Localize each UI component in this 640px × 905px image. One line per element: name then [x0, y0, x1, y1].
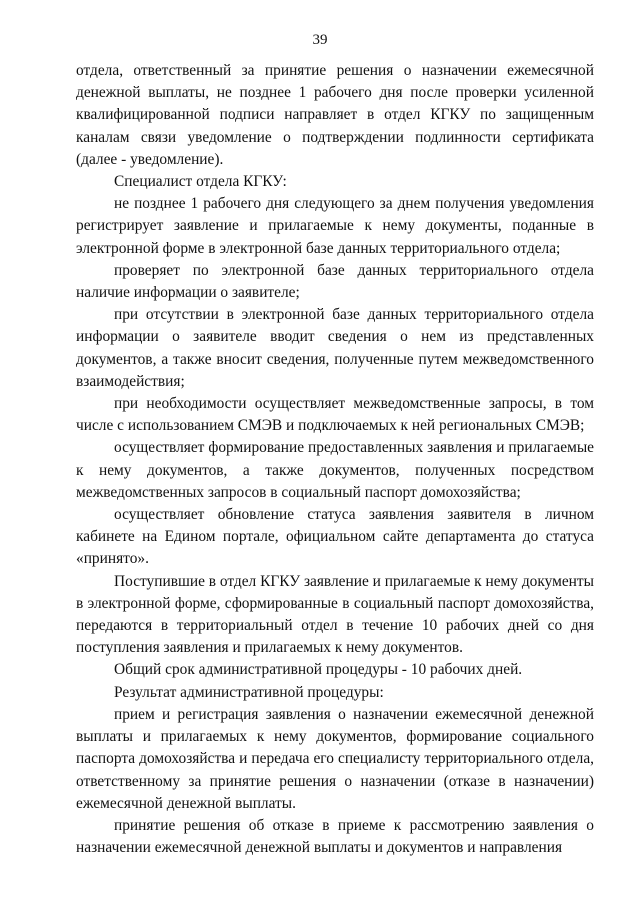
- paragraph: принятие решения об отказе в приеме к рассмотрению заявления о назначении ежемесячной денежной выплаты и документов и направления: [76, 816, 594, 857]
- paragraph: проверяет по электронной базе данных территориального отдела наличие информации о заявителе;: [76, 261, 594, 302]
- paragraph: при отсутствии в электронной базе данных территориального отдела информации о заявителе вводит сведения о нем из представленных документов, а также вносит сведения, полученные путем межведомственного взаимодействия;: [76, 306, 594, 390]
- paragraph: Результат административной процедуры:: [114, 683, 384, 701]
- paragraph: не позднее 1 рабочего дня следующего за днем получения уведомления регистрирует заявление и прилагаемые к нему документы, поданные в электронной форме в электронной базе данных территориального отдела;: [76, 195, 594, 257]
- document-body: [76, 60, 594, 859]
- page-number: 39: [312, 32, 328, 48]
- paragraph: осуществляет обновление статуса заявления заявителя в личном кабинете на Едином портале, официальном сайте департамента до статуса «принято».: [76, 506, 594, 568]
- paragraph: при необходимости осуществляет межведомственные запросы, в том числе с использованием СМЭВ и подключаемых к ней региональных СМЭВ;: [76, 395, 594, 435]
- paragraph: Общий срок административной процедуры - 10 рабочих дней.: [114, 661, 523, 679]
- paragraph: осуществляет формирование предоставленных заявления и прилагаемые к нему документов, а также документов, полученных посредством межведомственных запросов в социальный паспорт домохозяйства;: [76, 439, 594, 501]
- paragraph: отдела, ответственный за принятие решения о назначении ежемесячной денежной выплаты, не позднее 1 рабочего дня после проверки усиленной квалифицированной подписи направляет в отдел КГКУ по защищенным каналам связи уведомление о подтверждении подлинности сертификата (далее - уведомление).: [76, 62, 594, 168]
- paragraph: прием и регистрация заявления о назначении ежемесячной денежной выплаты и прилагаемых к нему документов, формирование социального паспорта домохозяйства и передача его специалисту территориального отдела, ответственному за принятие решения о назначении (отказе в назначении) ежемесячной денежной выплаты.: [76, 705, 594, 812]
- paragraph: Поступившие в отдел КГКУ заявление и прилагаемые к нему документы в электронной форме, сформированные в социальный паспорт домохозяйства, передаются в территориальный отдел в течение 10 рабочих дней со дня поступления заявления и прилагаемых к нему документов.: [76, 572, 594, 657]
- paragraph: Специалист отдела КГКУ:: [114, 173, 287, 191]
